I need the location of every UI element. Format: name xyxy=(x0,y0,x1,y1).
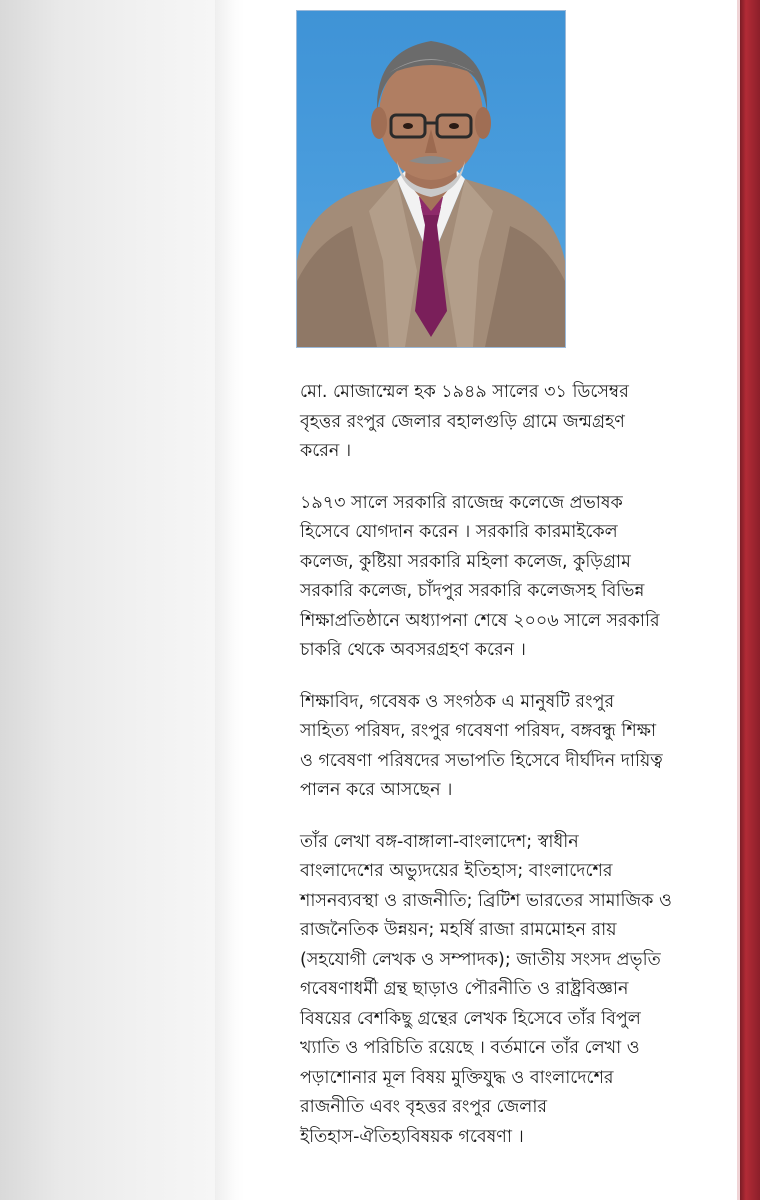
bio-line: কলেজ, কুষ্টিয়া সরকারি মহিলা কলেজ, কুড়িগ্রাম xyxy=(300,551,631,572)
bio-line: মো. মোজাম্মেল হক ১৯৪৯ সালের ৩১ ডিসেম্বর xyxy=(300,382,629,402)
bio-line: হিসেবে যোগদান করেন । সরকারি কারমাইকেল xyxy=(300,522,618,542)
bio-line: গবেষণাধর্মী গ্রন্থ ছাড়াও পৌরনীতি ও রাষ্ট্রবিজ্ঞান xyxy=(300,979,629,999)
bio-line: করেন । xyxy=(300,441,352,461)
bio-line: শাসনব্যবস্থা ও রাজনীতি; ব্রিটিশ ভারতের সামাজিক ও xyxy=(300,890,672,911)
fold-shadow xyxy=(215,0,245,1200)
bio-line: সরকারি কলেজ, চাঁদপুর সরকারি কলেজসহ বিভিন্ন xyxy=(300,581,645,601)
bio-paragraph-4 xyxy=(300,828,732,1153)
bio-line: চাকরি থেকে অবসরগ্রহণ করেন । xyxy=(300,640,526,660)
bio-line: বিষয়ের বেশকিছু গ্রন্থের লেখক হিসেবে তাঁর বিপুল xyxy=(300,1008,641,1029)
bio-line: (সহযোগী লেখক ও সম্পাদক); জাতীয় সংসদ প্রভৃতি xyxy=(300,949,661,970)
bio-line: পালন করে আসছেন । xyxy=(300,780,453,800)
ear-left xyxy=(371,107,387,139)
bio-line: শিক্ষাপ্রতিষ্ঠানে অধ্যাপনা শেষে ২০০৬ সালে সরকারি xyxy=(300,610,660,631)
ear-right xyxy=(475,107,491,139)
bio-line: সাহিত্য পরিষদ, রংপুর গবেষণা পরিষদ, বঙ্গবন্ধু শিক্ষা xyxy=(300,721,657,741)
bio-line: তাঁর লেখা বঙ্গ-বাঙ্গালা-বাংলাদেশ; স্বাধীন xyxy=(300,831,579,852)
eye-right xyxy=(449,123,459,129)
book-spine xyxy=(740,0,760,1200)
eye-left xyxy=(403,123,413,129)
bio-line: খ্যাতি ও পরিচিতি রয়েছে । বর্তমানে তাঁর লেখা ও xyxy=(300,1038,640,1058)
bio-paragraph-1 xyxy=(300,378,732,467)
bio-line: রাজনৈতিক উন্নয়ন; মহর্ষি রাজা রামমোহন রায় xyxy=(300,920,617,940)
author-biography xyxy=(300,378,732,1174)
bio-paragraph-2 xyxy=(300,489,732,666)
author-portrait xyxy=(296,10,566,348)
bio-line: ১৯৭৩ সালে সরকারি রাজেন্দ্র কলেজে প্রভাষক xyxy=(300,492,623,513)
author-portrait-icon xyxy=(297,11,565,347)
bio-line: ও গবেষণা পরিষদের সভাপতি হিসেবে দীর্ঘদিন দায়িত্ব xyxy=(300,750,663,771)
bio-line: শিক্ষাবিদ, গবেষক ও সংগঠক এ মানুষটি রংপুর xyxy=(300,691,615,712)
bio-line: বৃহত্তর রংপুর জেলার বহালগুড়ি গ্রামে জন্মগ্রহণ xyxy=(300,411,625,432)
bio-line: ইতিহাস-ঐতিহ্যবিষয়ক গবেষণা । xyxy=(300,1126,524,1147)
bio-line: বাংলাদেশের অভ্যুদয়ের ইতিহাস; বাংলাদেশের xyxy=(300,861,613,881)
bio-paragraph-3 xyxy=(300,688,732,806)
bio-line: পড়াশোনার মূল বিষয় মুক্তিযুদ্ধ ও বাংলাদেশের xyxy=(300,1067,614,1088)
bio-line: রাজনীতি এবং বৃহত্তর রংপুর জেলার xyxy=(300,1097,548,1117)
